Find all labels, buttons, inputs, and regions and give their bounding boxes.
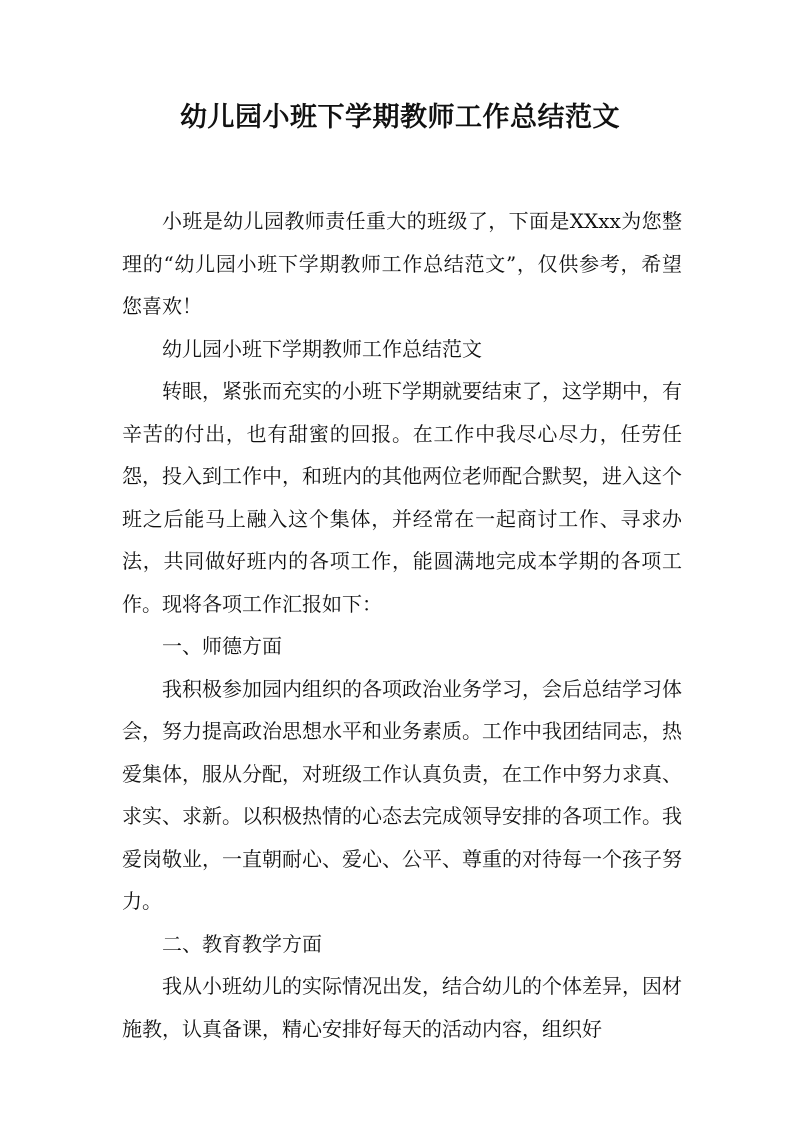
subtitle-paragraph: 幼儿园小班下学期教师工作总结范文: [162, 336, 482, 361]
document-title: 幼儿园小班下学期教师工作总结范文: [180, 102, 620, 133]
body-paragraph: 转眼，紧张而充实的小班下学期就要结束了，这学期中，有辛苦的付出，也有甜蜜的回报。在工作中我尽心尽力，任劳任怨，投入到工作中，和班内的其他两位老师配合默契，进入这个班之后能马上融入这个集体，并经常在一起商讨工作、寻求办法，共同做好班内的各项工作，能圆满地完成本学期的各项工作。现将各项工作汇报如下：: [122, 379, 682, 616]
body-paragraph: 我积极参加园内组织的各项政治业务学习，会后总结学习体会，努力提高政治思想水平和业务素质。工作中我团结同志，热爱集体，服从分配，对班级工作认真负责，在工作中努力求真、求实、求新。以积极热情的心态去完成领导安排的各项工作。我爱岗敬业，一直朝耐心、爱心、公平、尊重的对待每一个孩子努力。: [122, 676, 682, 913]
body-paragraph: 我从小班幼儿的实际情况出发，结合幼儿的个体差异，因材施教，认真备课，精心安排好每天的活动内容，组织好: [122, 974, 682, 1041]
document-body: [122, 200, 682, 1050]
section-heading: 一、师德方面: [162, 634, 282, 658]
intro-paragraph: 小班是幼儿园教师责任重大的班级了，下面是XXxx为您整理的“幼儿园小班下学期教师工作总结范文”，仅供参考，希望您喜欢！: [122, 209, 682, 318]
section-heading: 二、教育教学方面: [162, 931, 322, 956]
